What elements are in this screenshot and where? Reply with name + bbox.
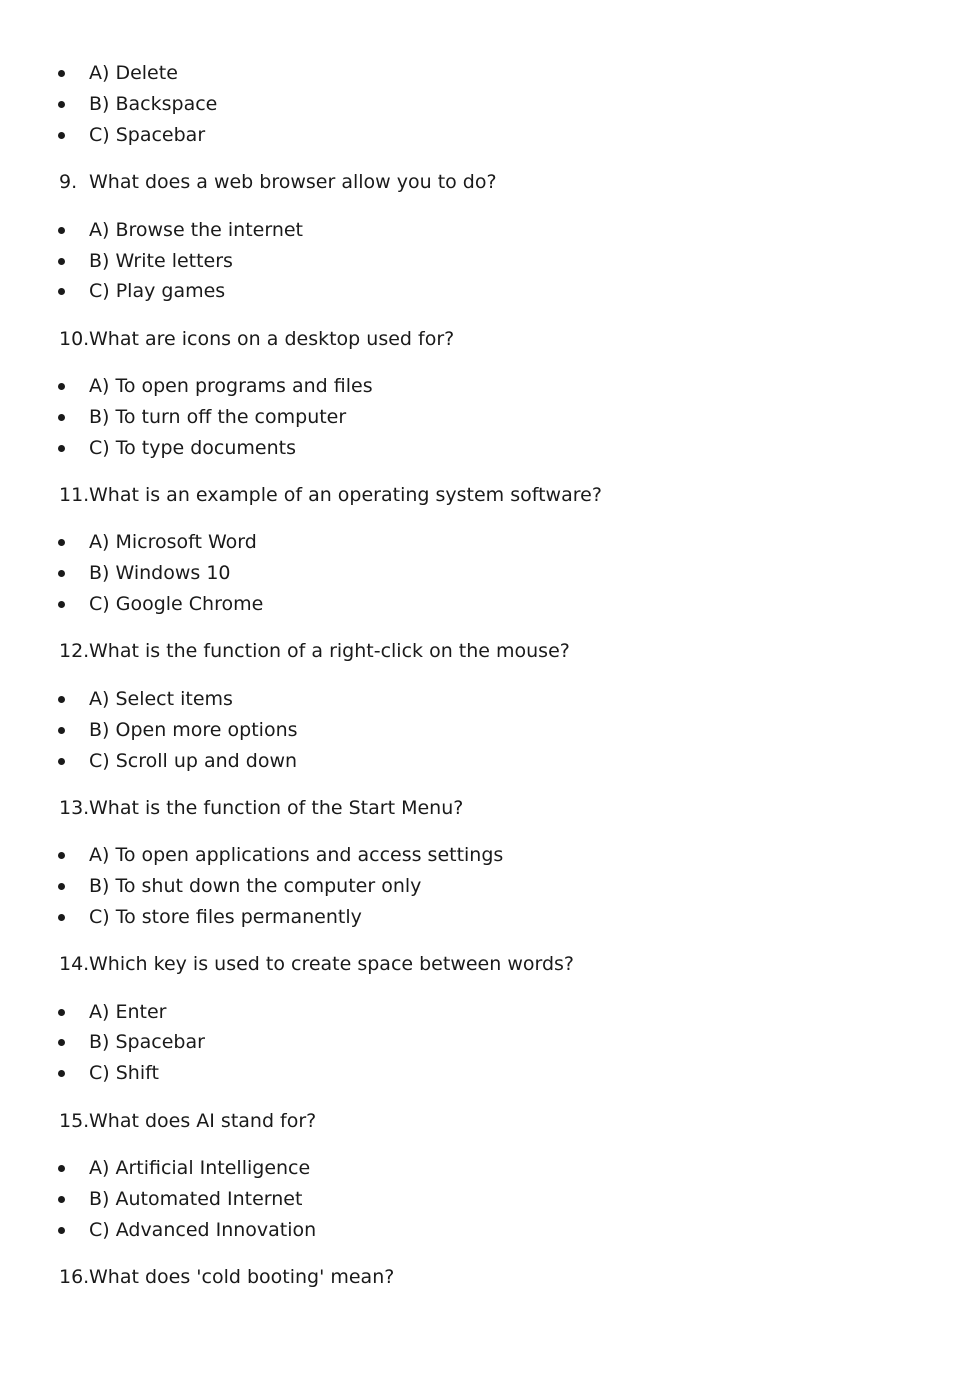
option-text: B) Write letters xyxy=(89,250,233,272)
bullet-icon xyxy=(58,414,65,421)
question-number: 9. xyxy=(59,171,78,193)
bullet-icon xyxy=(58,227,65,234)
question-text: What is the function of a right-click on the mouse? xyxy=(89,640,570,662)
bullet-icon xyxy=(58,570,65,577)
bullet-icon xyxy=(58,258,65,265)
question-text: What does AI stand for? xyxy=(89,1110,317,1132)
option-text: B) To shut down the computer only xyxy=(89,875,422,897)
bullet-icon xyxy=(58,383,65,390)
question-number: 14. xyxy=(59,953,90,975)
option-text: B) Backspace xyxy=(89,93,218,115)
option-text: C) To type documents xyxy=(89,437,297,459)
option-text: A) Select items xyxy=(89,688,233,710)
bullet-icon xyxy=(58,1196,65,1203)
question-text: What is an example of an operating system software? xyxy=(89,484,602,506)
option-text: C) Play games xyxy=(89,280,226,302)
bullet-icon xyxy=(58,883,65,890)
bullet-icon xyxy=(58,1009,65,1016)
bullet-icon xyxy=(58,445,65,452)
bullet-icon xyxy=(58,727,65,734)
option-text: C) Scroll up and down xyxy=(89,750,298,772)
question-number: 13. xyxy=(59,797,90,819)
option-text: A) Microsoft Word xyxy=(89,531,257,553)
question-text: What is the function of the Start Menu? xyxy=(89,797,464,819)
option-text: B) Automated Internet xyxy=(89,1188,303,1210)
option-text: A) Enter xyxy=(89,1001,167,1023)
option-text: A) Artificial Intelligence xyxy=(89,1157,311,1179)
question-text: What are icons on a desktop used for? xyxy=(89,328,455,350)
question-text: Which key is used to create space between words? xyxy=(89,953,575,975)
bullet-icon xyxy=(58,852,65,859)
bullet-icon xyxy=(58,696,65,703)
option-text: C) Advanced Innovation xyxy=(89,1219,317,1241)
bullet-icon xyxy=(58,70,65,77)
bullet-icon xyxy=(58,1039,65,1046)
question-number: 12. xyxy=(59,640,90,662)
question-text: What does 'cold booting' mean? xyxy=(89,1266,395,1288)
bullet-icon xyxy=(58,1227,65,1234)
option-text: C) To store files permanently xyxy=(89,906,362,928)
option-text: B) Windows 10 xyxy=(89,562,231,584)
option-text: A) Browse the internet xyxy=(89,219,304,241)
option-text: B) Open more options xyxy=(89,719,298,741)
question-number: 10. xyxy=(59,328,90,350)
bullet-icon xyxy=(58,758,65,765)
option-text: C) Spacebar xyxy=(89,124,206,146)
option-text: B) To turn off the computer xyxy=(89,406,347,428)
bullet-icon xyxy=(58,1165,65,1172)
option-text: C) Shift xyxy=(89,1062,159,1084)
question-number: 16. xyxy=(59,1266,90,1288)
bullet-icon xyxy=(58,132,65,139)
bullet-icon xyxy=(58,539,65,546)
bullet-icon xyxy=(58,601,65,608)
bullet-icon xyxy=(58,288,65,295)
question-text: What does a web browser allow you to do? xyxy=(89,171,497,193)
option-text: A) To open applications and access settings xyxy=(89,844,504,866)
option-text: A) To open programs and files xyxy=(89,375,373,397)
option-text: A) Delete xyxy=(89,62,178,84)
bullet-icon xyxy=(58,101,65,108)
question-number: 15. xyxy=(59,1110,90,1132)
bullet-icon xyxy=(58,1070,65,1077)
option-text: C) Google Chrome xyxy=(89,593,264,615)
question-number: 11. xyxy=(59,484,90,506)
option-text: B) Spacebar xyxy=(89,1031,205,1053)
bullet-icon xyxy=(58,914,65,921)
